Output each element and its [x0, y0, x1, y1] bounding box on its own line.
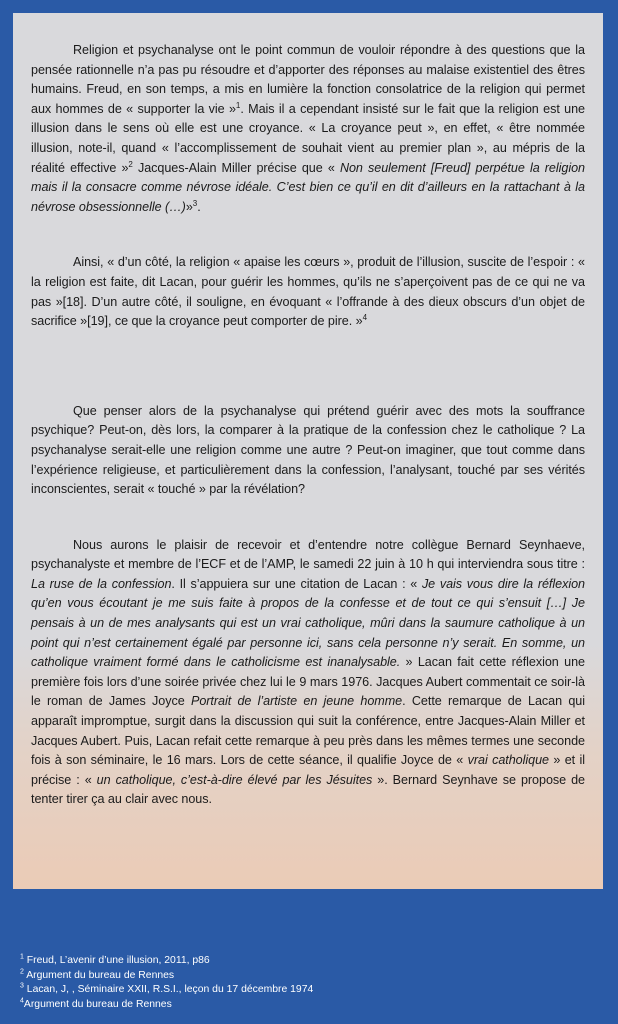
footnote-ref-4: 4 — [362, 312, 367, 322]
text-panel — [13, 13, 603, 889]
footnote-3: $^3$ Lacan, J, , Séminaire XXII, R.S.I., leçon du 17 décembre 1974 — [20, 982, 314, 995]
paragraph-4: Nous aurons le plaisir de recevoir et d’entendre notre collègue Bernard Seynhaeve, psychanalyste et membre de l’ECF et de l’AMP, le samedi 22 juin à 10 h qui interviendra sous titre : La ruse de la confession. Il s’appuiera sur une citation de Lacan : « Je vais vous dire la réflexion qu’en vous écoutant je me suis faite à propos de la confesse et de tout ce qui s’ensuit […] Je pensais à un de mes analysants qui est un vrai catholique, mûri dans la saumure catholique à un point qui n’est certainement égalé par personne ici, sans cela personne n’y serait. En somme, un catholique vraiment formé dans le catholicisme est inanalysable. » Lacan fait cette réflexion une première fois lors d’une soirée privée chez lui le 9 mars 1976. Jacques Aubert commentait ce soir-là le roman de James Joyce Portrait de l’artiste en jeune homme. Cette remarque de Lacan qui apparaît impromptue, surgit dans la discussion qui suit la conférence, entre Jacques-Alain Miller et Jacques Aubert. Puis, Lacan refait cette remarque à peu près dans les mêmes termes une seconde fois à son séminaire, le 16 mars. Lors de cette séance, il qualifie Joyce de « vrai catholique » et il précise : « un catholique, c’est-à-dire élevé par les Jésuites ». Bernard Seynhave se propose de tenter tirer ça au clair avec nous. — [31, 537, 586, 807]
book-title: Portrait de l’artiste en jeune homme — [190, 694, 403, 709]
quote-miller: Non seulement [Freud] perpétue la religion mais il la consacre comme névrose idéale. C’est bien ce qu’il en dit d’ailleurs en la rattachant à la névrose obsessionnelle (…) — [31, 160, 585, 214]
talk-title: La ruse de la confession — [31, 576, 172, 591]
paragraph-1: Religion et psychanalyse ont le point commun de vouloir répondre à des questions que la pensée rationnelle n’a pas pu résoudre et d’apporter des réponses au malaise existentiel des êtres humains. Freud, en son temps, a mis en lumière la fonction consolatrice de la religion qui permet aux hommes de « supporter la vie »$^1$. Mais il a cependant insisté sur le fait que la religion est une illusion dans le sens où elle est une croyance. « La croyance peut », en effet, « être nommée illusion, note-il, quand « l’accomplissement de souhait vient au premier plan », au mépris de la réalité effective »$^2$ Jacques-Alain Miller précise que « Non seulement [Freud] perpétue la religion mais il la consacre comme névrose idéale. C’est bien ce qu’il en dit d’ailleurs en la rattachant à la névrose obsessionnelle (…)»$^3$. — [31, 43, 585, 214]
paragraph-2: Ainsi, « d’un côté, la religion « apaise les cœurs », produit de l’illusion, suscite de l’espoir : « la religion est faite, dit Lacan, pour guérir les hommes, qu’ils ne s’aperçoivent pas de ce qui ne va pas »[18]. D’un autre côté, il souligne, en évoquant « l’offrande à des dieux obscurs d’un objet de sacrifice »[19], ce que la croyance peut comporter de pire. »$^4$ — [31, 255, 585, 329]
footnotes — [20, 954, 600, 1012]
paragraph-3: Que penser alors de la psychanalyse qui prétend guérir avec des mots la souffrance psychique? Peut-on, dès lors, la comparer à la pratique de la confession chez le catholique ? La psychanalyse serait-elle une religion comme une autre ? Peut-on imaginer, que tout comme dans l’expérience religieuse, et particulièrement dans la confession, l’analysant, touché par ses vérités inconscientes, serait « touché » par la révélation? — [31, 403, 585, 497]
footnote-1: $^1$ Freud, L’avenir d’une illusion, 2011, p86 — [20, 953, 210, 966]
quote-lacan: Je vais vous dire la réflexion qu’en vous écoutant je me suis faite à propos de la confesse et de tout ce qui s’ensuit […] Je pensais à un de mes analysants qui est un vrai catholique, mûri dans la saumure catholique à un point qui n’est certainement égalé par personne ici, sans cela personne n’y serait. En somme, un catholique vraiment formé dans le catholicisme est inanalysable. — [31, 576, 585, 670]
quote-vrai-catholique: vrai catholique — [467, 753, 549, 768]
footnote-4: $^4$Argument du bureau de Rennes — [20, 997, 172, 1010]
footnote-ref-3: 3 — [192, 198, 198, 208]
footnote-ref-1: 1 — [235, 100, 241, 110]
footnote-2: $^2$ Argument du bureau de Rennes — [20, 968, 175, 981]
footnote-ref-2: 2 — [128, 159, 133, 169]
quote-jesuites: un catholique, c’est-à-dire élevé par les Jésuites — [96, 772, 373, 787]
